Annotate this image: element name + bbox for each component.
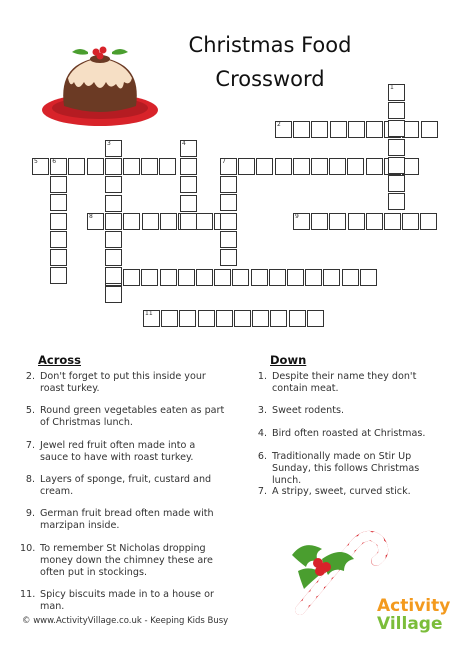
clue-item-number: 6. [257, 451, 267, 462]
clue-item-text: Spicy biscuits made in to a house or man. [40, 589, 214, 612]
crossword-cell[interactable] [105, 286, 122, 303]
clue-number: 9 [295, 213, 299, 220]
clue-item-number: 5. [25, 405, 35, 416]
clue-item [252, 428, 442, 440]
clue-item-text: Jewel red fruit often made into a sauce to have with roast turkey. [40, 440, 196, 463]
crossword-cell[interactable] [360, 269, 377, 286]
crossword-cell[interactable] [32, 158, 49, 175]
clue-number: 3 [107, 140, 111, 147]
clue-item-number: 4. [257, 428, 267, 439]
crossword-cell[interactable] [252, 310, 269, 327]
crossword-cell[interactable] [323, 269, 340, 286]
crossword-cell[interactable] [342, 269, 359, 286]
crossword-cell[interactable] [50, 213, 67, 230]
clue-item [20, 474, 225, 498]
clue-number: 7 [222, 158, 226, 165]
crossword-cell[interactable] [220, 213, 237, 230]
crossword-cell[interactable] [311, 213, 328, 230]
clue-item-text: To remember St Nicholas dropping money down the chimney these are often put in stockings. [40, 543, 213, 578]
across-heading: Across [38, 353, 81, 367]
crossword-cell[interactable] [141, 158, 158, 175]
crossword-cell[interactable] [105, 231, 122, 248]
crossword-cell[interactable] [238, 158, 255, 175]
clue-item [252, 451, 442, 487]
clue-item-text: Bird often roasted at Christmas. [272, 428, 426, 439]
crossword-cell[interactable] [275, 158, 292, 175]
crossword-cell[interactable] [141, 269, 158, 286]
crossword-cell[interactable] [143, 310, 160, 327]
crossword-cell[interactable] [220, 249, 237, 266]
crossword-cell[interactable] [196, 269, 213, 286]
clue-item-text: A stripy, sweet, curved stick. [272, 486, 411, 497]
crossword-cell[interactable] [50, 267, 67, 284]
clue-item-text: Don't forget to put this inside your roast turkey. [40, 371, 206, 394]
crossword-cell[interactable] [388, 102, 405, 119]
crossword-cell[interactable] [420, 213, 437, 230]
crossword-cell[interactable] [178, 269, 195, 286]
crossword-cell[interactable] [50, 231, 67, 248]
clue-number: 4 [182, 140, 186, 147]
crossword-cell[interactable] [421, 121, 438, 138]
crossword-cell[interactable] [105, 158, 122, 175]
clue-item-number: 1. [257, 371, 267, 382]
brand-logo-line2: Village [377, 614, 443, 634]
crossword-cell[interactable] [105, 140, 122, 157]
crossword-cell[interactable] [105, 195, 122, 212]
crossword-cell[interactable] [270, 310, 287, 327]
crossword-cell[interactable] [287, 269, 304, 286]
crossword-cell[interactable] [87, 158, 104, 175]
crossword-cell[interactable] [50, 249, 67, 266]
crossword-cell[interactable] [388, 175, 405, 192]
clue-item [252, 371, 442, 395]
crossword-cell[interactable] [293, 121, 310, 138]
crossword-cell[interactable] [50, 176, 67, 193]
crossword-cell[interactable] [160, 213, 177, 230]
clue-item [20, 405, 225, 429]
clue-number: 2 [277, 121, 281, 128]
crossword-cell[interactable] [142, 213, 159, 230]
clue-item [20, 543, 225, 579]
crossword-cell[interactable] [68, 158, 85, 175]
crossword-cell[interactable] [160, 269, 177, 286]
crossword-cell[interactable] [311, 158, 328, 175]
page-title-line2: Crossword [215, 67, 325, 91]
crossword-cell[interactable] [347, 158, 364, 175]
crossword-cell[interactable] [329, 213, 346, 230]
footer-credit: © www.ActivityVillage.co.uk - Keeping Kids Busy [22, 616, 229, 626]
crossword-cell[interactable] [388, 157, 405, 174]
clue-item-number: 7. [257, 486, 267, 497]
clue-number: 11 [145, 310, 153, 317]
crossword-cell[interactable] [384, 213, 401, 230]
crossword-cell[interactable] [234, 310, 251, 327]
clue-item-text: Despite their name they don't contain meat. [272, 371, 417, 394]
crossword-cell[interactable] [293, 213, 310, 230]
crossword-cell[interactable] [180, 158, 197, 175]
clue-item-text: Sweet rodents. [272, 405, 345, 416]
crossword-cell[interactable] [402, 213, 419, 230]
crossword-cell[interactable] [123, 213, 140, 230]
crossword-cell[interactable] [293, 158, 310, 175]
crossword-cell[interactable] [307, 310, 324, 327]
clue-item-number: 11. [20, 589, 36, 600]
crossword-cell[interactable] [216, 310, 233, 327]
crossword-cell[interactable] [87, 213, 104, 230]
clue-number: 6 [52, 158, 57, 165]
crossword-cell[interactable] [269, 269, 286, 286]
clue-number: 8 [89, 213, 93, 220]
clue-item-number: 10. [20, 543, 36, 554]
crossword-cell[interactable] [220, 231, 237, 248]
crossword-cell[interactable] [256, 158, 273, 175]
crossword-cell[interactable] [180, 195, 197, 212]
crossword-cell[interactable] [214, 269, 231, 286]
crossword-cell[interactable] [105, 176, 122, 193]
crossword-cell[interactable] [220, 176, 237, 193]
clue-item-number: 9. [25, 508, 35, 519]
crossword-cell[interactable] [388, 193, 405, 210]
crossword-cell[interactable] [180, 140, 197, 157]
clue-item [20, 589, 225, 613]
brand-logo-line1: Activity [377, 596, 451, 616]
crossword-cell[interactable] [123, 269, 140, 286]
crossword-cell[interactable] [220, 194, 237, 211]
crossword-cell[interactable] [198, 310, 215, 327]
clue-item-text: German fruit bread often made with marzipan inside. [40, 508, 214, 531]
crossword-cell[interactable] [330, 121, 347, 138]
crossword-cell[interactable] [196, 213, 213, 230]
clue-number: 1 [390, 84, 394, 91]
page-title-line1: Christmas Food [188, 33, 352, 57]
crossword-cell[interactable] [232, 269, 249, 286]
clue-item [252, 486, 442, 498]
clue-item-text: Round green vegetables eaten as part of Christmas lunch. [40, 405, 225, 428]
clue-item-number: 8. [25, 474, 35, 485]
clue-number: 5 [34, 158, 38, 165]
crossword-cell[interactable] [289, 310, 306, 327]
crossword-cell[interactable] [161, 310, 178, 327]
crossword-cell[interactable] [179, 310, 196, 327]
crossword-cell[interactable] [388, 120, 405, 137]
crossword-cell[interactable] [123, 158, 140, 175]
crossword-cell[interactable] [275, 121, 292, 138]
clue-item-text: Layers of sponge, fruit, custard and cream. [40, 474, 212, 497]
clue-item [252, 405, 442, 417]
clue-item [20, 371, 225, 395]
crossword-cell[interactable] [388, 84, 405, 101]
crossword-cell[interactable] [251, 269, 268, 286]
clue-item [20, 440, 225, 464]
crossword-cell[interactable] [159, 158, 176, 175]
crossword-cell[interactable] [366, 121, 383, 138]
crossword-cell[interactable] [50, 158, 67, 175]
crossword-cell[interactable] [180, 213, 197, 230]
down-heading: Down [270, 353, 307, 367]
crossword-cell[interactable] [366, 158, 383, 175]
crossword-cell[interactable] [388, 139, 405, 156]
crossword-cell[interactable] [105, 213, 122, 230]
crossword-cell[interactable] [180, 176, 197, 193]
clue-item [20, 508, 225, 532]
clue-item-number: 7. [25, 440, 35, 451]
crossword-cell[interactable] [311, 121, 328, 138]
crossword-cell[interactable] [105, 249, 122, 266]
crossword-cell[interactable] [50, 194, 67, 211]
clue-item-number: 2. [25, 371, 35, 382]
crossword-cell[interactable] [220, 158, 237, 175]
clue-item-number: 3. [257, 405, 267, 416]
clue-item-text: Traditionally made on Stir Up Sunday, this follows Christmas lunch. [272, 451, 420, 486]
crossword-cell[interactable] [305, 269, 322, 286]
crossword-cell[interactable] [366, 213, 383, 230]
crossword-cell[interactable] [348, 121, 365, 138]
crossword-cell[interactable] [348, 213, 365, 230]
holly-candy-cane-icon [282, 515, 392, 615]
crossword-cell[interactable] [329, 158, 346, 175]
crossword-cell[interactable] [105, 267, 122, 284]
